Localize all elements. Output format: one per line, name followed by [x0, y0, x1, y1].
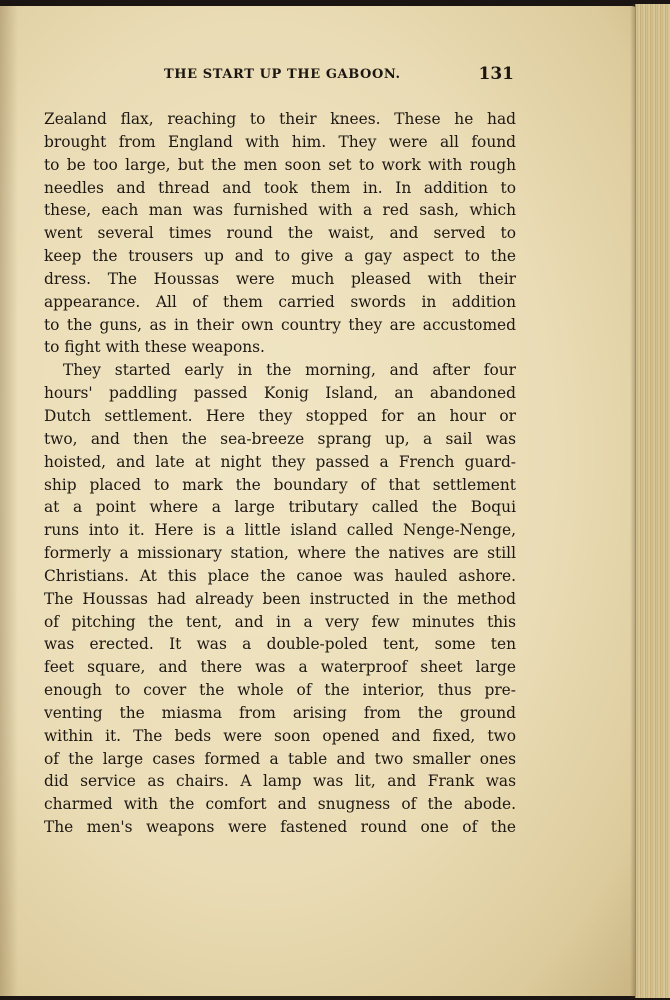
paragraph-end-line: to fight with these weapons.: [44, 338, 265, 357]
text-line: Dutch settlement. Here they stopped for an hour or: [44, 406, 516, 425]
text-line: venting the miasma from arising from the ground: [44, 703, 516, 722]
text-line: The men's weapons were fastened round one of the: [44, 818, 516, 837]
text-line: charmed with the comfort and snugness of the abode.: [44, 795, 516, 814]
text-line: did service as chairs. A lamp was lit, and Frank was: [44, 772, 516, 791]
text-line: Zealand flax, reaching to their knees. These he had: [44, 110, 516, 128]
running-head: THE START UP THE GABOON.: [164, 67, 401, 82]
text-line: was erected. It was a double-poled tent, some ten: [44, 635, 516, 654]
text-line: ship placed to mark the boundary of that settlement: [44, 475, 516, 494]
page-number: 131: [478, 64, 514, 84]
text-line: brought from England with him. They were all found: [44, 132, 516, 151]
text-line: two, and then the sea-breeze sprang up, a sail was: [44, 429, 516, 448]
text-line: feet square, and there was a waterproof sheet large: [44, 658, 516, 677]
page-header: [44, 64, 516, 88]
book-page: [0, 6, 638, 996]
text-line: to the guns, as in their own country they are accustomed: [44, 315, 516, 334]
text-line: hours' paddling passed Konig Island, an abandoned: [44, 384, 516, 403]
text-line: Christians. At this place the canoe was hauled ashore.: [44, 566, 516, 585]
text-line: formerly a missionary station, where the natives are still: [44, 544, 516, 563]
text-line: within it. The beds were soon opened and fixed, two: [44, 726, 516, 745]
page-edges: [635, 4, 670, 998]
body-text: [44, 108, 516, 839]
text-line: at a point where a large tributary called the Boqui: [44, 498, 516, 517]
text-line: appearance. All of them carried swords in addition: [44, 292, 516, 311]
text-line: keep the trousers up and to give a gay aspect to the: [44, 247, 516, 266]
text-line: of pitching the tent, and in a very few minutes this: [44, 612, 516, 631]
text-line: these, each man was furnished with a red sash, which: [44, 201, 516, 220]
text-line: dress. The Houssas were much pleased with their: [44, 269, 516, 288]
text-line: The Houssas had already been instructed in the method: [44, 589, 516, 608]
paragraph-start-line: They started early in the morning, and after four: [63, 361, 516, 380]
text-line: to be too large, but the men soon set to work with rough: [44, 155, 516, 174]
text-line: hoisted, and late at night they passed a French guard-: [44, 452, 516, 471]
text-line: enough to cover the whole of the interior, thus pre-: [44, 681, 516, 700]
text-line: went several times round the waist, and served to: [44, 224, 516, 243]
text-line: needles and thread and took them in. In addition to: [44, 178, 516, 197]
text-line: of the large cases formed a table and two smaller ones: [44, 749, 516, 768]
text-line: runs into it. Here is a little island called Nenge-Nenge,: [44, 521, 516, 540]
